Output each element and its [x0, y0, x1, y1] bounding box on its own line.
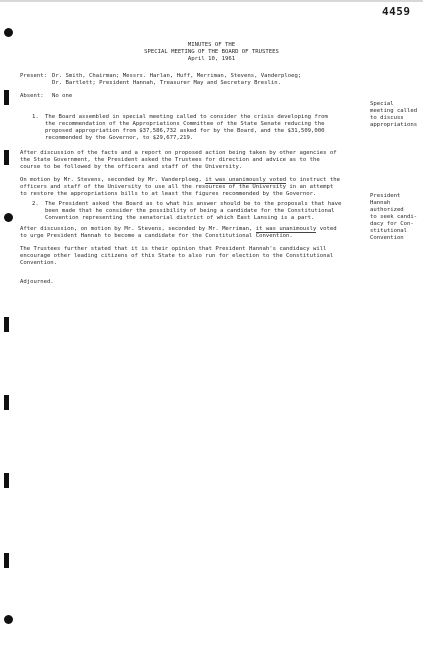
- binder-bar: [4, 473, 9, 488]
- item1-line3: proposed appropriation from $37,586,732 asked for by the Board, and the $31,509,000: [45, 128, 325, 134]
- absent-label: Absent:: [20, 93, 44, 99]
- margin-note-2-line: Hannah: [370, 200, 391, 206]
- binder-bar: [4, 150, 9, 165]
- adjourned-text: Adjourned.: [20, 279, 54, 285]
- binder-bar: [4, 395, 9, 410]
- margin-note-2-line: authorized: [370, 207, 404, 213]
- present-line2: Dr. Bartlett; President Hannah, Treasurer May and Secretary Breslin.: [52, 80, 282, 86]
- binder-bar: [4, 90, 9, 105]
- binder-hole: [4, 28, 13, 37]
- motion2-line1: [20, 226, 337, 233]
- margin-note-2-line: President: [370, 193, 401, 199]
- heading-date: April 10, 1961: [187, 56, 236, 62]
- margin-note-1-line: Special: [370, 101, 394, 107]
- page-top-edge: [0, 0, 423, 2]
- item1-line2: the recommendation of the Appropriations Committee of the State Senate reducing the: [45, 121, 325, 127]
- absent-value: No one: [52, 93, 73, 99]
- item1-line4: recommended by the Governor, to $29,677,219.: [45, 135, 194, 141]
- motion1-underlined-vote: it was unanimously voted: [205, 177, 287, 183]
- margin-note-2-line: stitutional: [370, 228, 408, 234]
- discussion-line2: the State Government, the President asked the Trustees for direction and advice as to the: [20, 157, 320, 163]
- item2-line2: been made that he consider the possibility of being a candidate for the Constitutional: [45, 208, 335, 214]
- motion1-line1-pre: On motion by Mr. Stevens, seconded by Mr. Vanderploeg,: [20, 177, 206, 183]
- present-label: Present:: [20, 73, 47, 79]
- item2-number: 2.: [32, 201, 39, 207]
- motion2-line1-pre: After discussion, on motion by Mr. Stevens, seconded by Mr. Merriman,: [20, 226, 256, 232]
- margin-note-1-line: appropriations: [370, 122, 418, 128]
- binder-bar: [4, 317, 9, 332]
- margin-note-2-line: Convention: [370, 235, 404, 241]
- motion1-line1: [20, 177, 340, 184]
- discussion-line1: After discussion of the facts and a report on proposed action being taken by other agencies of: [20, 150, 337, 156]
- motion1-line2: officers and staff of the University to use all the resources of the University in an attempt: [20, 184, 334, 190]
- item2-line3: Convention representing the senatorial district of which East Lansing is a part.: [45, 215, 315, 221]
- margin-note-2-line: to seek candi-: [370, 214, 418, 220]
- binder-hole: [4, 615, 13, 624]
- motion1-line1-post: to instruct the: [286, 177, 340, 183]
- motion2-underlined-vote: it was unanimously: [255, 226, 317, 232]
- margin-note-1-line: to discuss: [370, 115, 404, 121]
- trustees-line2: encourage other leading citizens of this State to also run for election to the Constitutional: [20, 253, 334, 259]
- item1-number: 1.: [32, 114, 39, 120]
- page-number: 4459: [382, 5, 411, 18]
- discussion-line3: course to be followed by the officers and staff of the University.: [20, 164, 243, 170]
- heading-line1: MINUTES OF THE: [187, 42, 236, 48]
- item1-line1: The Board assembled in special meeting called to consider the crisis developing from: [45, 114, 328, 120]
- margin-note-2-line: dacy for Con-: [370, 221, 414, 227]
- heading-line2: SPECIAL MEETING OF THE BOARD OF TRUSTEES: [144, 49, 279, 55]
- binder-bar: [4, 553, 9, 568]
- margin-note-1-line: meeting called: [370, 108, 418, 114]
- trustees-line3: Convention.: [20, 260, 58, 266]
- item2-line1: The President asked the Board as to what his answer should be to the proposals that have: [45, 201, 342, 207]
- motion2-line2: to urge President Hannah to become a candidate for the Constitutional Convention.: [20, 233, 293, 239]
- motion1-line3: to restore the appropriations bills to at least the figures recommended by the Governor.: [20, 191, 317, 197]
- binder-hole: [4, 213, 13, 222]
- motion2-line1-post: voted: [316, 226, 337, 232]
- present-line1: Dr. Smith, Chairman; Messrs. Harlan, Huff, Merriman, Stevens, Vanderploeg;: [52, 73, 302, 79]
- trustees-line1: The Trustees further stated that it is their opinion that President Hannah's candidacy will: [20, 246, 327, 252]
